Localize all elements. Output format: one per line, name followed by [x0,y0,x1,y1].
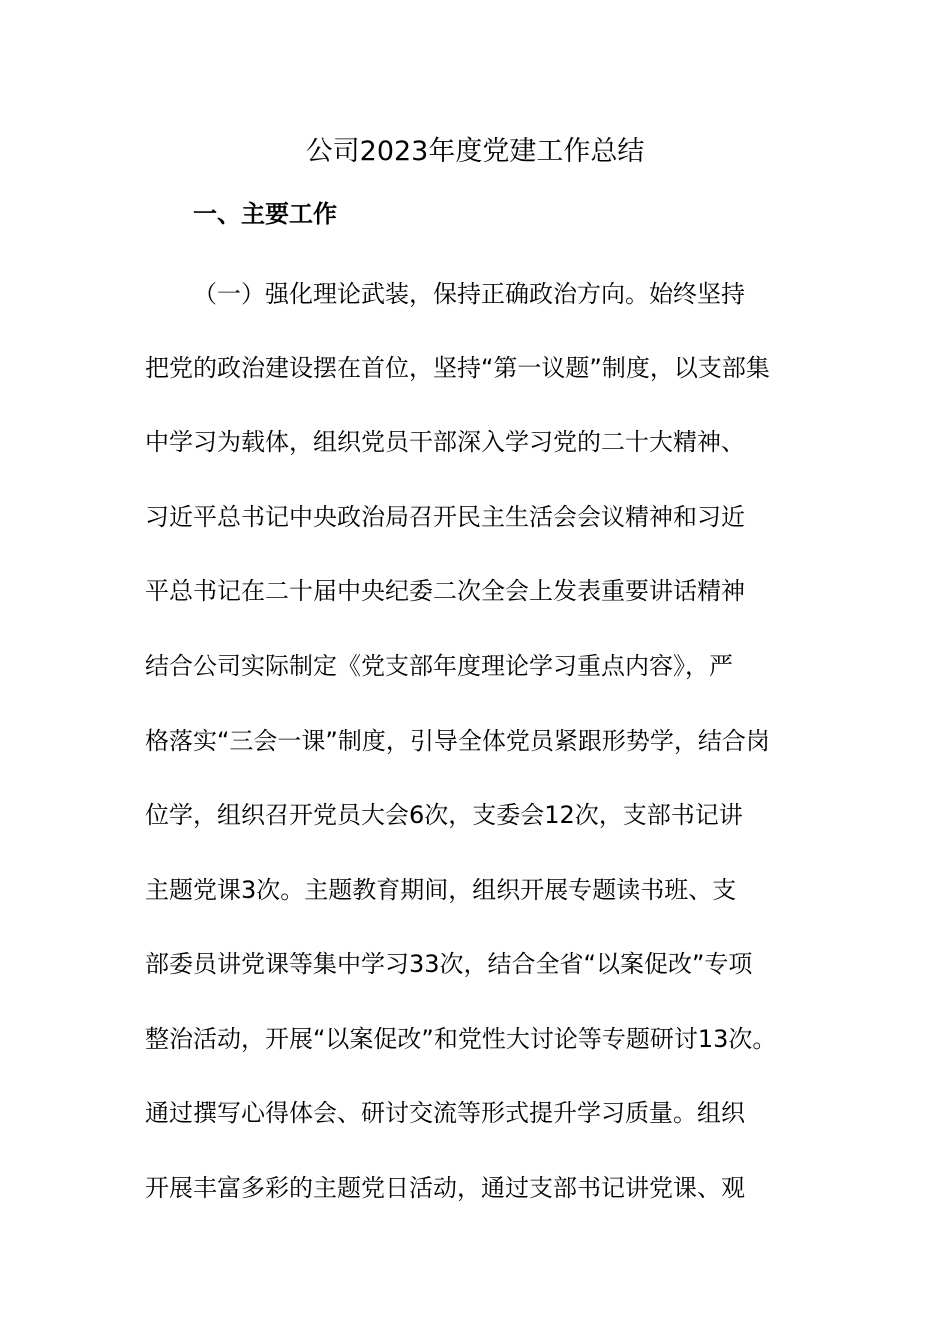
paragraph-line: （一）强化理论武装，保持正确政治方向。始终坚持 [193,280,745,308]
section-heading: 一、主要工作 [193,200,337,228]
paragraph-line: 整治活动，开展“以案促改”和党性大讨论等专题研讨13次。 [145,1025,777,1053]
paragraph-line: 格落实“三会一课”制度，引导全体党员紧跟形势学，结合岗 [145,727,770,755]
paragraph-line: 中学习为载体，组织党员干部深入学习党的二十大精神、 [145,428,745,456]
paragraph-line: 平总书记在二十届中央纪委二次全会上发表重要讲话精神 [145,577,745,605]
paragraph-line: 位学，组织召开党员大会6次，支委会12次，支部书记讲 [145,801,743,829]
paragraph-line: 开展丰富多彩的主题党日活动，通过支部书记讲党课、观 [145,1174,745,1202]
document-title: 公司2023年度党建工作总结 [305,136,645,167]
paragraph-line: 主题党课3次。主题教育期间，组织开展专题读书班、支 [145,876,737,904]
paragraph-line: 把党的政治建设摆在首位，坚持“第一议题”制度，以支部集 [145,354,770,382]
paragraph-line: 通过撰写心得体会、研讨交流等形式提升学习质量。组织 [145,1099,745,1127]
paragraph-line: 结合公司实际制定《党支部年度理论学习重点内容》，严 [145,652,733,680]
paragraph-line: 部委员讲党课等集中学习33次，结合全省“以案促改”专项 [145,950,753,978]
paragraph-line: 习近平总书记中央政治局召开民主生活会会议精神和习近 [145,503,745,531]
